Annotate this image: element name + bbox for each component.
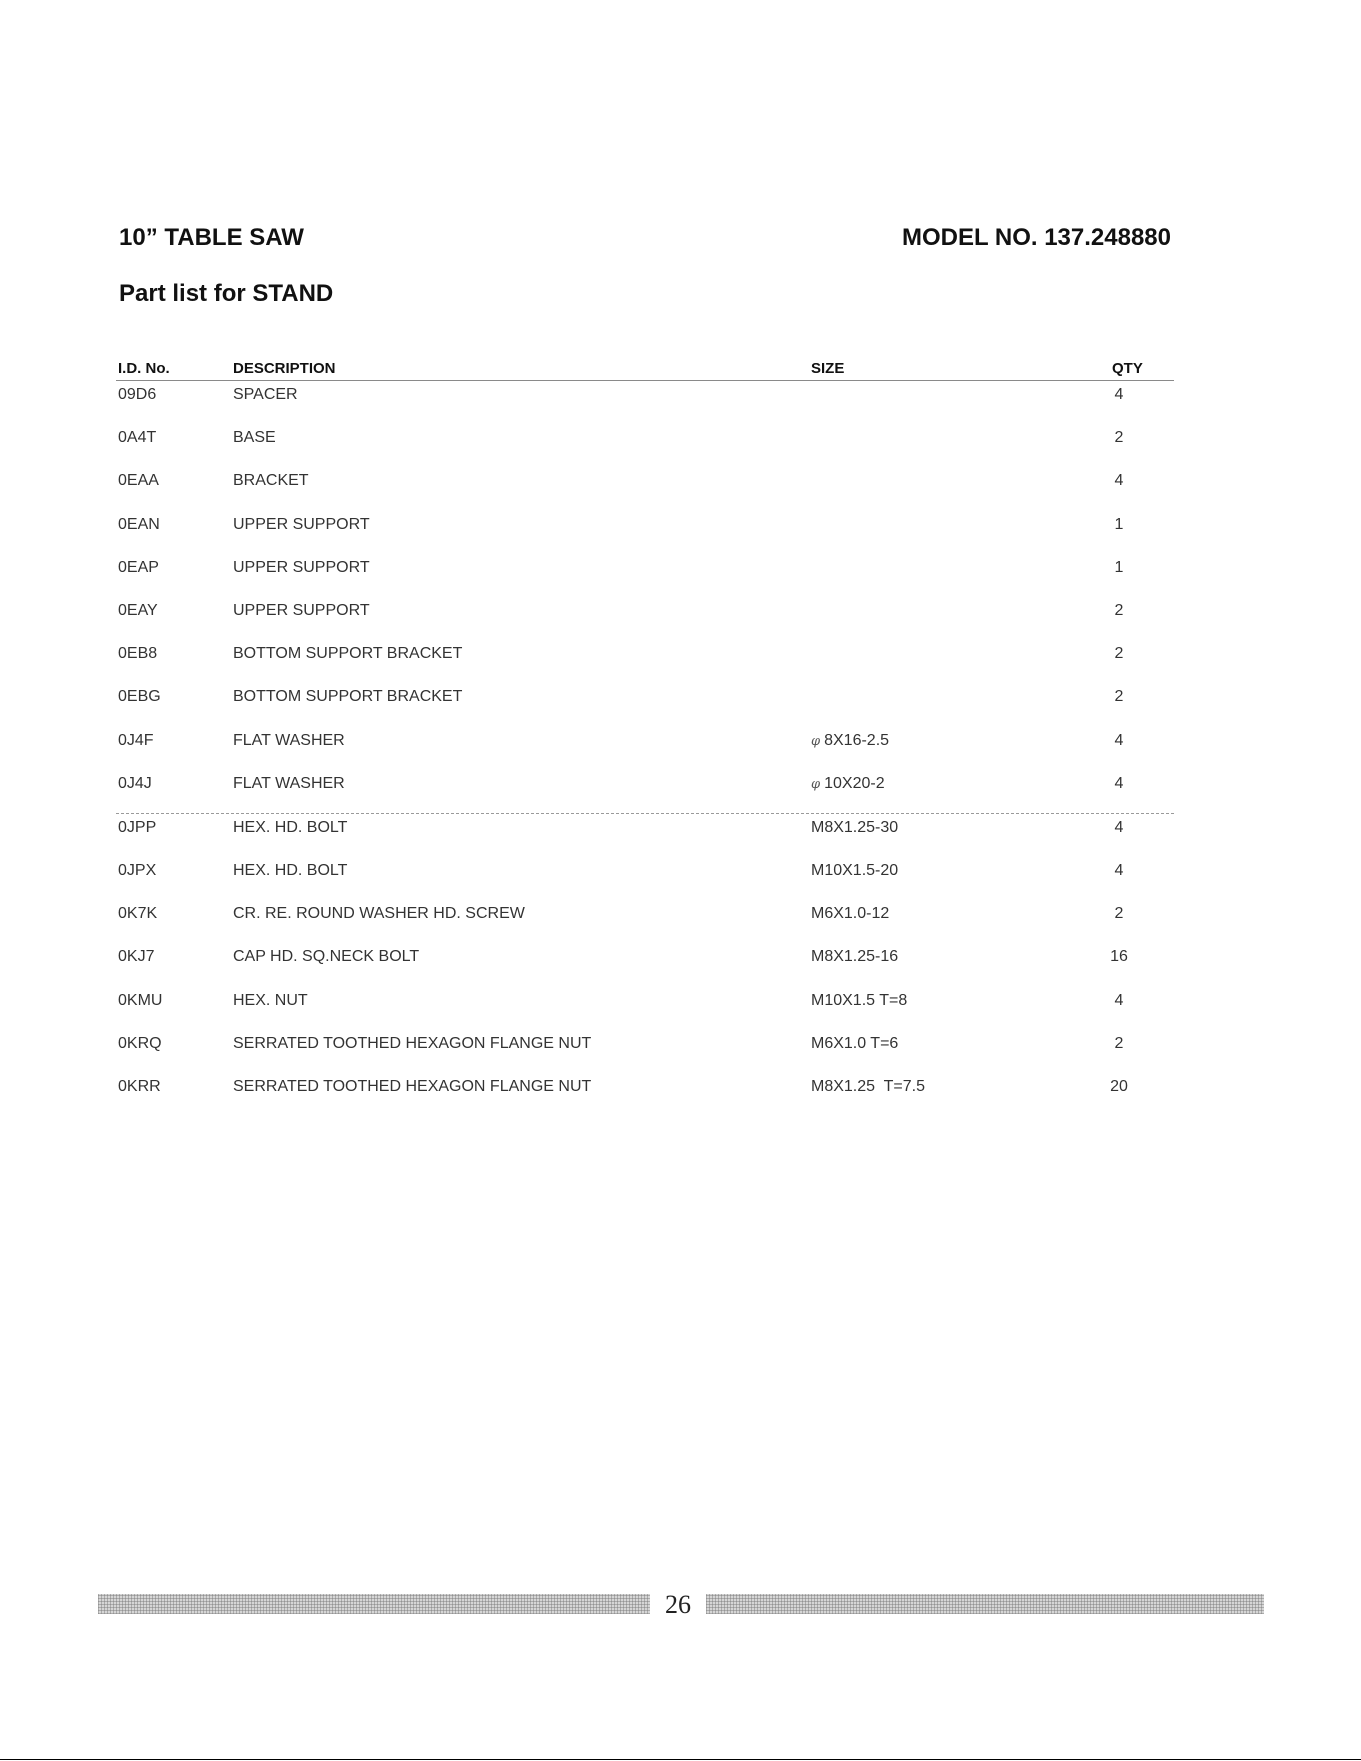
model-number: MODEL NO. 137.248880 (901, 224, 1171, 251)
part-id: 0EAY (118, 601, 158, 619)
table-row (116, 381, 1174, 424)
part-size-value: 10X20-2 (824, 774, 885, 792)
bottom-rule (0, 1759, 1361, 1760)
part-qty: 4 (1114, 472, 1124, 490)
part-id: 0KRQ (118, 1034, 162, 1052)
part-id: 0EBG (118, 688, 161, 706)
part-qty: 2 (1114, 429, 1124, 447)
part-size: M8X1.25-16 (811, 948, 899, 966)
table-row (116, 987, 1174, 1030)
part-id: 0EAA (118, 472, 159, 490)
part-id: 0EAN (118, 515, 160, 533)
part-id: 0JPP (118, 818, 157, 836)
part-id: 0KMU (118, 991, 163, 1009)
section-subtitle: Part list for STAND (119, 280, 334, 307)
part-id: 0J4F (118, 731, 154, 749)
part-description: FLAT WASHER (233, 731, 345, 749)
part-id: 0EB8 (118, 645, 158, 663)
part-size: M6X1.0 T=6 (811, 1034, 899, 1052)
part-size: M8X1.25-30 (811, 818, 899, 836)
part-description: UPPER SUPPORT (233, 558, 370, 576)
table-row (116, 727, 1174, 770)
table-row (116, 1030, 1174, 1073)
part-qty: 1 (1114, 558, 1124, 576)
part-description: SERRATED TOOTHED HEXAGON FLANGE NUT (233, 1078, 592, 1095)
part-description: CR. RE. ROUND WASHER HD. SCREW (233, 905, 525, 923)
part-qty: 4 (1114, 991, 1124, 1009)
table-row (116, 813, 1174, 857)
table-row (116, 857, 1174, 900)
part-id: 09D6 (118, 386, 157, 403)
footer-bar-right (706, 1594, 1264, 1614)
part-description: SERRATED TOOTHED HEXAGON FLANGE NUT (233, 1034, 592, 1052)
table-row (116, 511, 1174, 554)
part-qty: 20 (1110, 1078, 1128, 1095)
part-qty: 4 (1114, 818, 1124, 836)
part-description: UPPER SUPPORT (233, 601, 370, 619)
part-description: FLAT WASHER (233, 774, 345, 792)
table-row (116, 597, 1174, 640)
part-size: M10X1.5 T=8 (811, 991, 908, 1009)
part-qty: 2 (1114, 601, 1124, 619)
part-size-value: 8X16-2.5 (824, 731, 890, 749)
part-size: M10X1.5-20 (811, 862, 899, 880)
parts-table (116, 358, 1174, 1116)
page-footer (98, 1590, 1264, 1620)
part-description: BASE (233, 429, 276, 447)
part-id: 0EAP (118, 558, 159, 576)
part-id: 0JPX (118, 862, 157, 880)
part-description: BOTTOM SUPPORT BRACKET (233, 645, 463, 663)
table-row (116, 554, 1174, 597)
part-id: 0KRR (118, 1078, 161, 1095)
part-description: BRACKET (233, 472, 309, 490)
part-description: CAP HD. SQ.NECK BOLT (233, 948, 420, 966)
table-row (116, 640, 1174, 683)
part-qty: 1 (1114, 515, 1124, 533)
column-header-id: I.D. No. (118, 360, 170, 377)
page-number: 26 (665, 1590, 691, 1619)
table-row (116, 683, 1174, 726)
part-description: HEX. HD. BOLT (233, 862, 348, 880)
table-row (116, 770, 1174, 813)
part-size (811, 732, 889, 750)
table-row (116, 467, 1174, 510)
table-header (116, 358, 1174, 381)
part-size (811, 775, 885, 793)
part-qty: 16 (1110, 948, 1128, 966)
part-description: HEX. HD. BOLT (233, 818, 348, 836)
column-header-size: SIZE (811, 360, 845, 377)
table-row (116, 1073, 1174, 1116)
part-id: 0K7K (118, 905, 158, 923)
table-row (116, 943, 1174, 986)
part-qty: 4 (1114, 862, 1124, 880)
part-description: HEX. NUT (233, 991, 308, 1009)
column-header-description: DESCRIPTION (233, 360, 336, 377)
column-header-qty: QTY (1112, 360, 1143, 377)
part-qty: 2 (1114, 688, 1124, 706)
part-qty: 2 (1114, 645, 1124, 663)
part-size: M6X1.0-12 (811, 905, 890, 923)
diameter-symbol: φ (811, 776, 821, 792)
part-qty: 2 (1114, 905, 1124, 923)
part-id: 0J4J (118, 774, 152, 792)
table-row (116, 900, 1174, 943)
footer-bar-left (98, 1594, 650, 1614)
part-description: SPACER (233, 386, 298, 403)
page-header-title: 10” TABLE SAW (119, 224, 304, 251)
part-size: M8X1.25 T=7.5 (811, 1078, 925, 1095)
part-qty: 4 (1114, 386, 1124, 403)
part-id: 0A4T (118, 429, 157, 447)
part-qty: 4 (1114, 774, 1124, 792)
part-description: BOTTOM SUPPORT BRACKET (233, 688, 463, 706)
part-qty: 4 (1114, 731, 1124, 749)
table-row (116, 424, 1174, 467)
part-qty: 2 (1114, 1034, 1124, 1052)
diameter-symbol: φ (811, 733, 821, 749)
part-id: 0KJ7 (118, 948, 155, 966)
part-description: UPPER SUPPORT (233, 515, 370, 533)
